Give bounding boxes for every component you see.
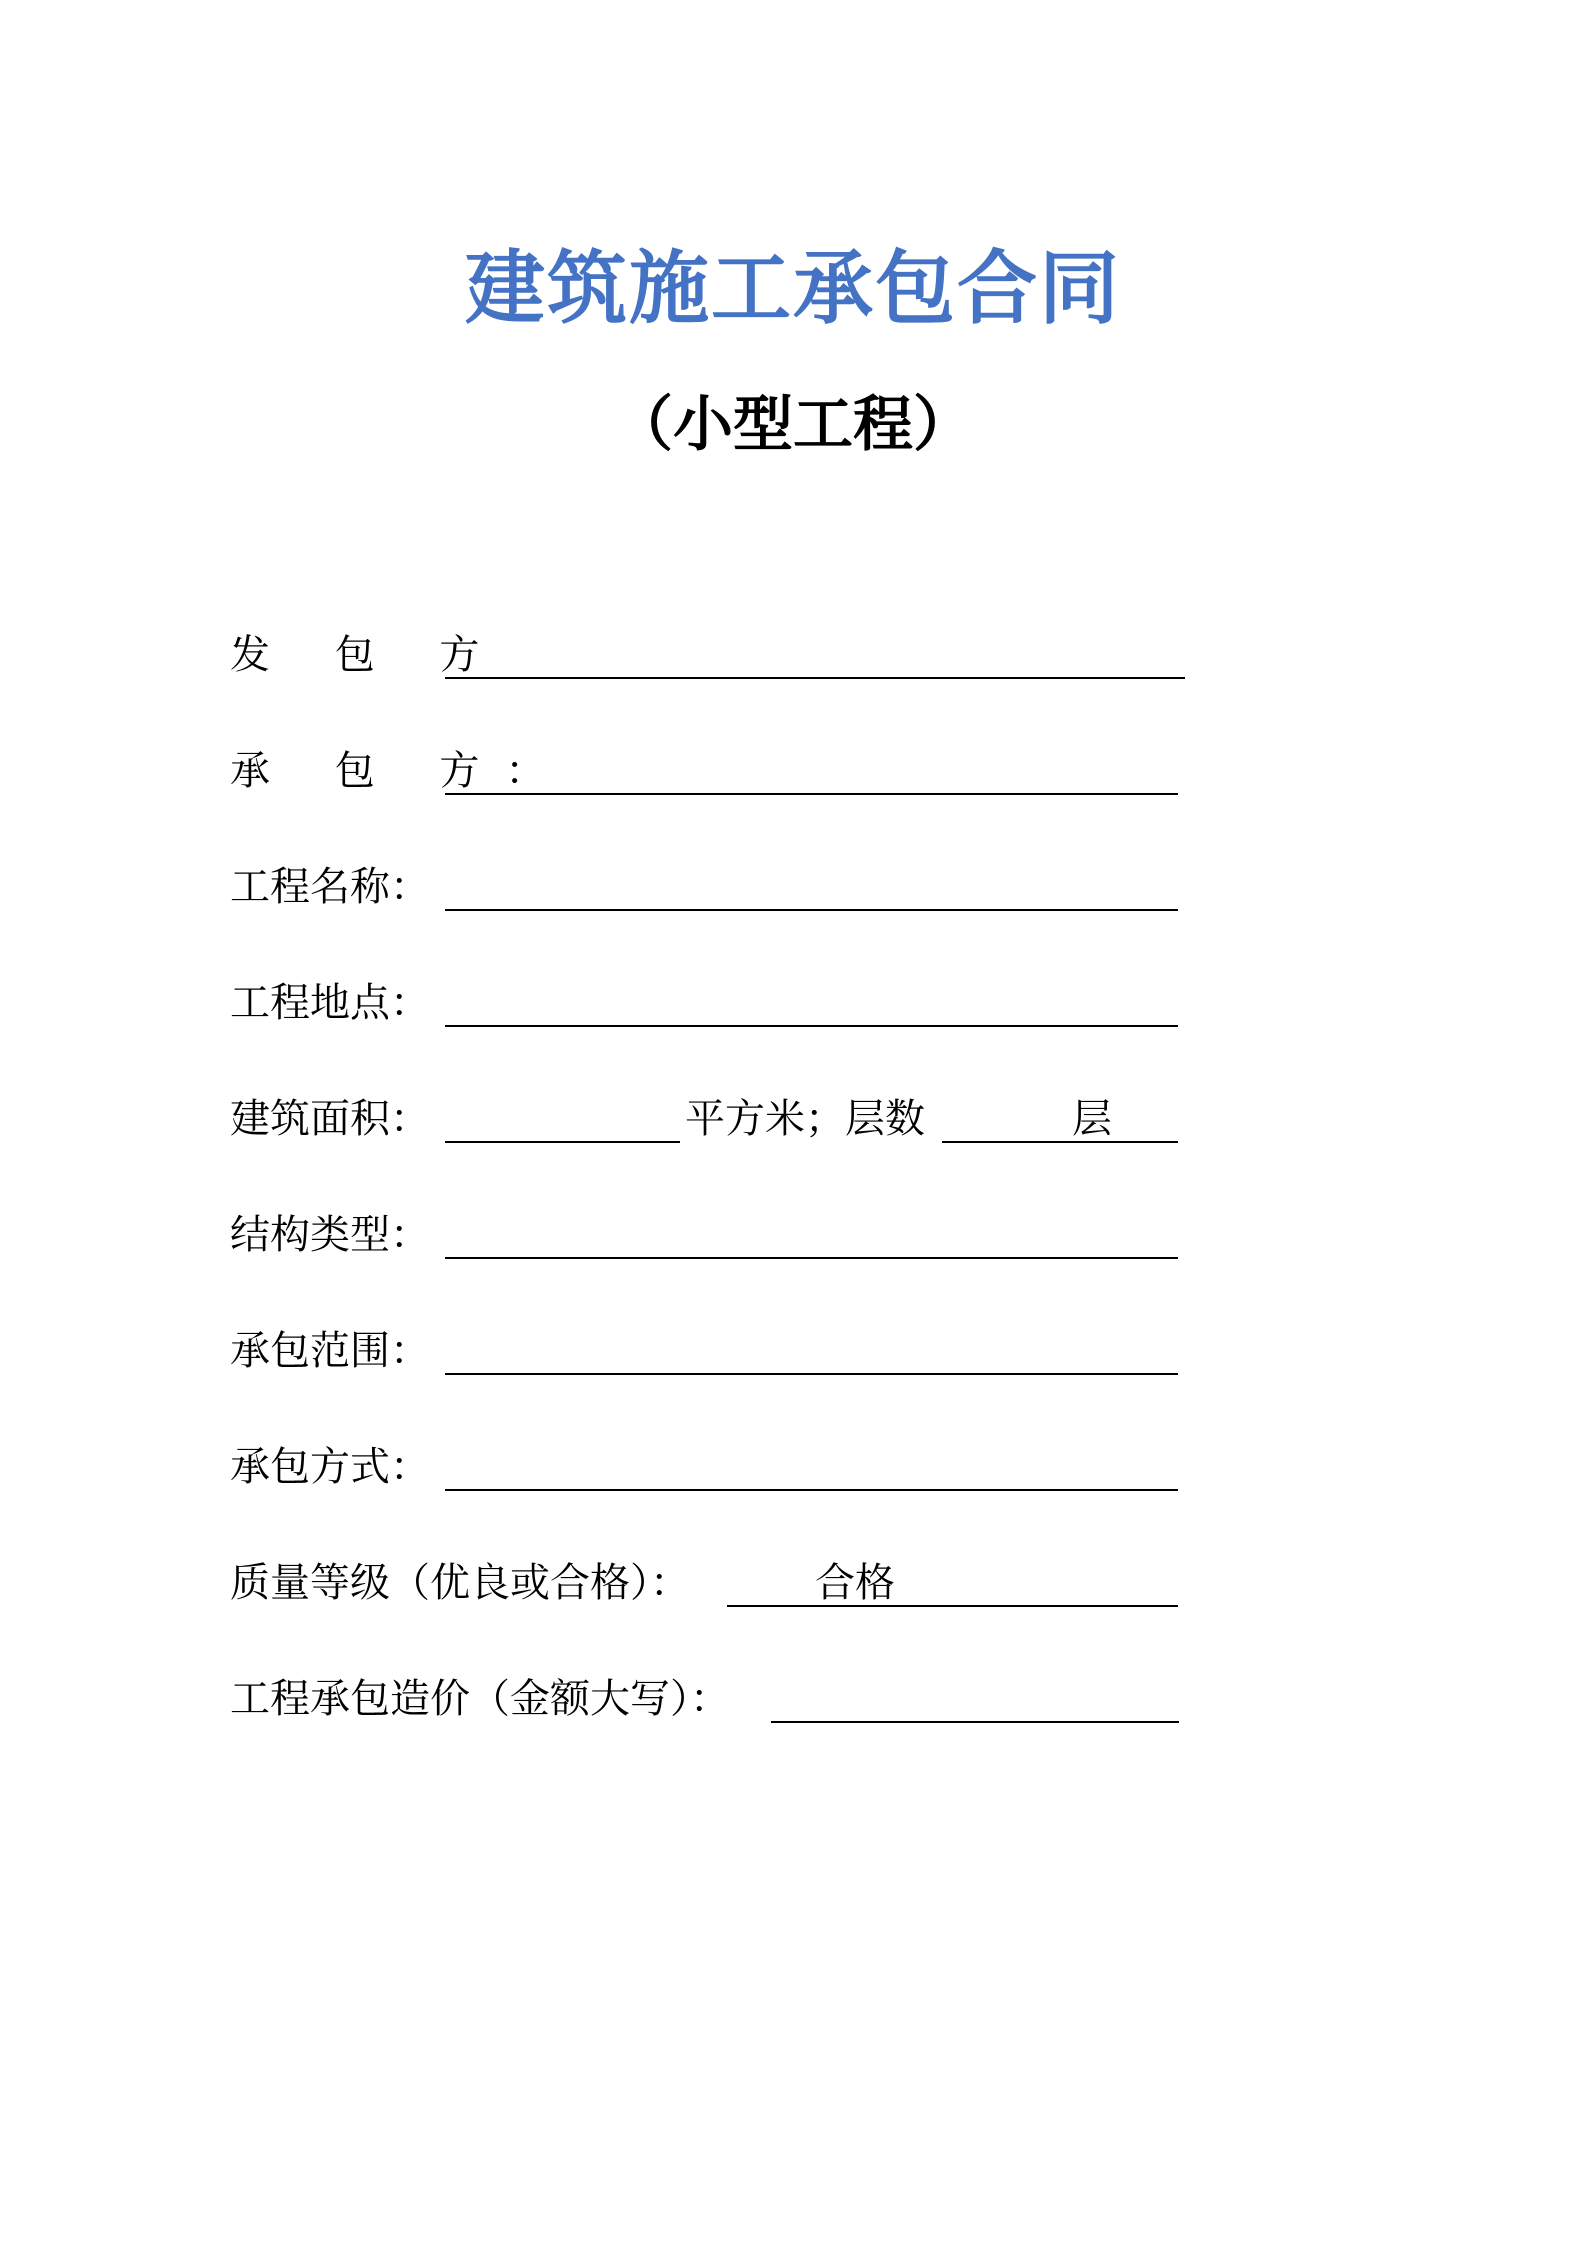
contract-price-input[interactable]: [771, 1671, 1179, 1723]
contract-scope-label: 承包范围：: [230, 1328, 430, 1374]
project-location-input[interactable]: [445, 975, 1178, 1027]
contractor-row: [230, 741, 1180, 801]
floors-unit-text: 层: [1072, 1096, 1112, 1142]
contract-method-input[interactable]: [445, 1439, 1178, 1491]
employer-input-part2[interactable]: [785, 627, 1185, 679]
contract-method-row: [230, 1437, 1180, 1497]
contract-price-label: 工程承包造价（金额大写）：: [230, 1676, 730, 1722]
contract-scope-row: [230, 1321, 1180, 1381]
project-name-row: [230, 857, 1180, 917]
area-unit-floors-text: 平方米；层数: [685, 1096, 925, 1142]
quality-grade-value: 合格: [815, 1560, 895, 1606]
building-area-label: 建筑面积：: [230, 1096, 430, 1142]
contractor-label: 承 包 方：: [230, 748, 572, 794]
contract-scope-input[interactable]: [445, 1323, 1178, 1375]
project-location-row: [230, 973, 1180, 1033]
building-area-row: [230, 1089, 1180, 1149]
floors-input[interactable]: [942, 1091, 1178, 1143]
project-location-label: 工程地点：: [230, 980, 430, 1026]
employer-input-part1[interactable]: [445, 627, 785, 679]
contract-title: 建筑施工承包合同: [465, 241, 1121, 335]
contract-price-row: [230, 1669, 1180, 1729]
contract-subtitle: （小型工程）: [613, 390, 973, 460]
quality-grade-row: [230, 1553, 1180, 1613]
structure-type-row: [230, 1205, 1180, 1265]
project-name-label: 工程名称：: [230, 864, 430, 910]
employer-row: [230, 625, 1180, 685]
contractor-input[interactable]: [445, 743, 1178, 795]
building-area-input[interactable]: [445, 1091, 680, 1143]
quality-grade-input[interactable]: [727, 1555, 1178, 1607]
project-name-input[interactable]: [445, 859, 1178, 911]
contract-method-label: 承包方式：: [230, 1444, 430, 1490]
structure-type-input[interactable]: [445, 1207, 1178, 1259]
quality-grade-label: 质量等级（优良或合格）：: [230, 1560, 690, 1606]
structure-type-label: 结构类型：: [230, 1212, 430, 1258]
employer-label: 发 包 方: [230, 632, 506, 678]
